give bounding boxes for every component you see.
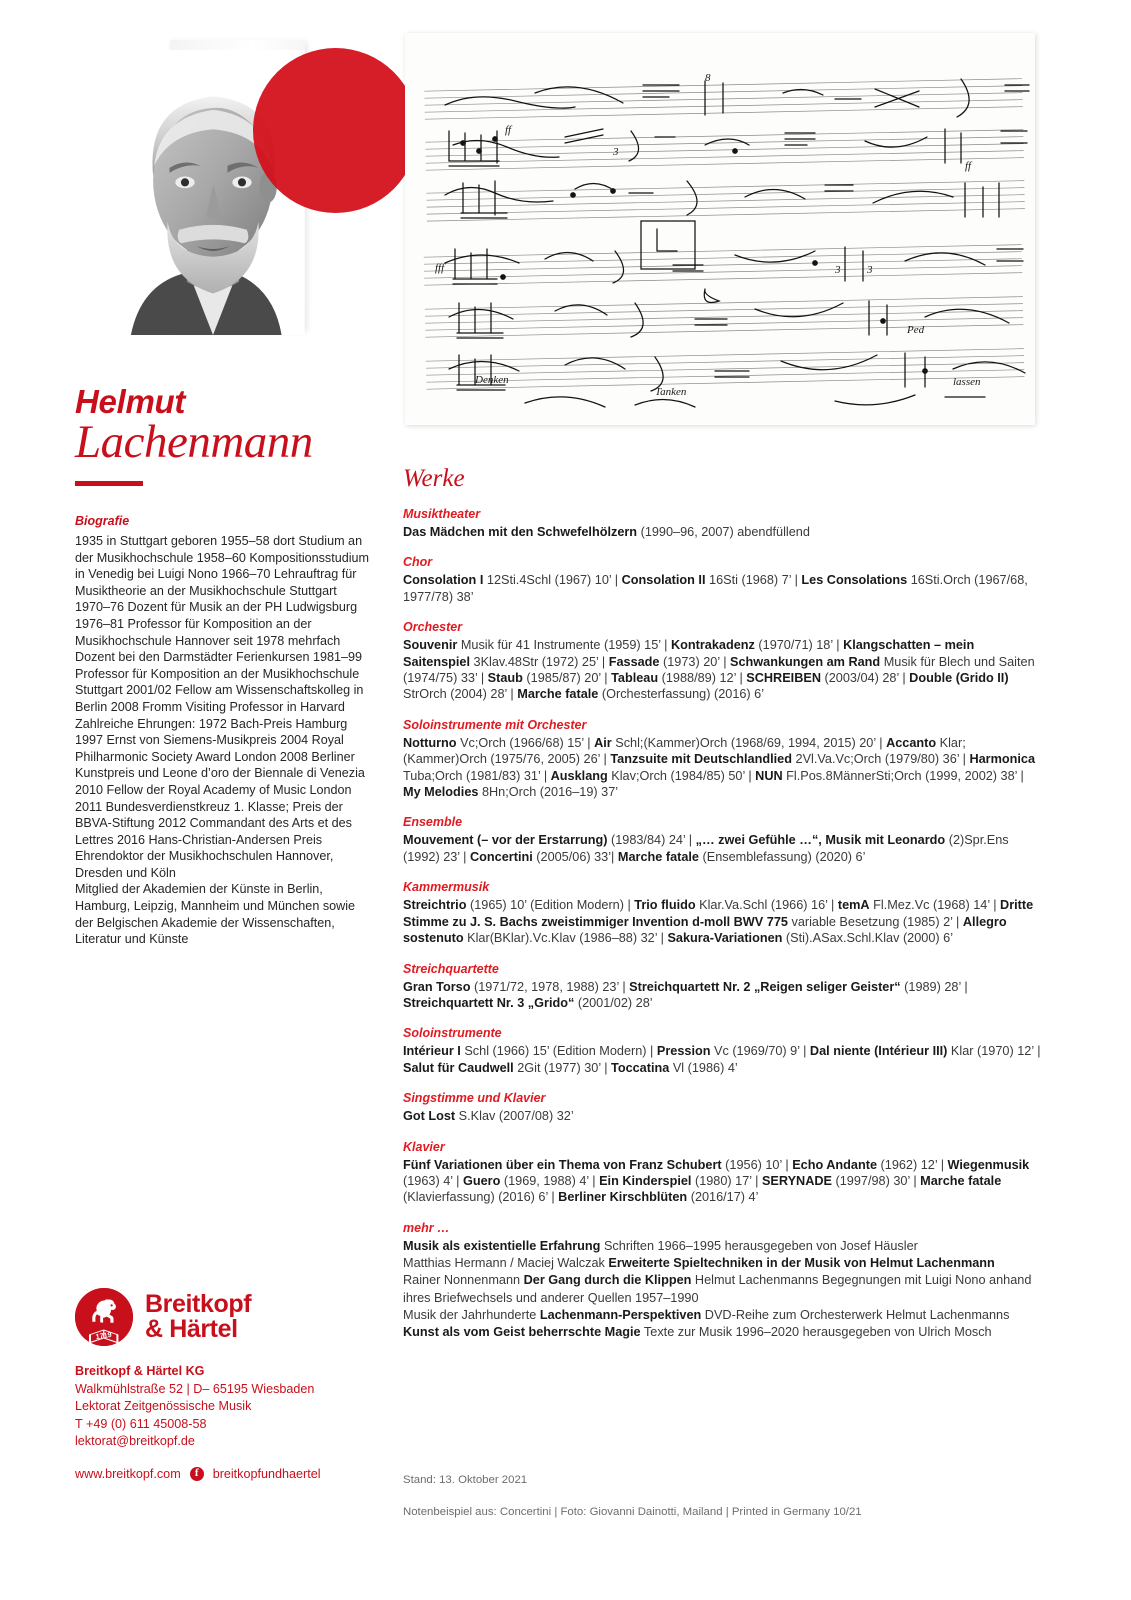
werke-sections [403,507,1043,1206]
publisher-department: Lektorat Zeitgenössische Musik [75,1399,252,1413]
stand-date: Stand: 13. Oktober 2021 [403,1474,528,1486]
svg-text:Denken: Denken [475,374,509,386]
publisher-website-link[interactable]: www.breitkopf.com [75,1466,181,1481]
svg-text:8: 8 [705,72,711,84]
publisher-links [75,1467,385,1481]
facebook-icon[interactable]: f [190,1467,204,1481]
werke-column [403,466,1043,1342]
publisher-phone: T +49 (0) 611 45008-58 [75,1416,207,1431]
werke-category-body: Fünf Variationen über ein Thema von Franz Schubert (1956) 10’ | Echo Andante (1962) 12’ | Wiegenmusik (1963) 4’ | Guero (1969, 1988) 4’ | Ein Kinderspiel (1980) 17’ | SERYNADE (1997/98) 30’ | Marche fatale (Klavierfassung) (2016) 6’ | Berliner Kirschblüten (2016/17) 4’ [403,1157,1030,1205]
mehr-entries [403,1238,1043,1342]
werke-category-body: Notturno Vc;Orch (1966/68) 15’ | Air Schl;(Kammer)Orch (1968/69, 1994, 2015) 20’ | Accanto Klar;(Kammer)Orch (1975/76, 2005) 26’ | Tanzsuite mit Deutschlandlied 2Vl.Va.Vc;Orch (1979/80) 36’ | Harmonica Tuba;Orch (1981/83) 31’ | Ausklang Klav;Orch (1984/85) 50’ | NUN Fl.Pos.8MännerSti;Orch (1999, 2002) 38’ | My Melodies 8Hn;Orch (2016–19) 37’ [403,735,1036,800]
publisher-email[interactable]: lektorat@breitkopf.de [75,1434,195,1448]
werke-category-heading: Orchester [403,620,463,635]
biografie-body [75,533,375,948]
imprint-line: Notenbeispiel aus: Concertini | Foto: Giovanni Dainotti, Mailand | Printed in Germany 10/21 [403,1506,862,1518]
werke-category-heading: Soloinstrumente mit Orchester [403,717,587,732]
mehr-heading: mehr … [403,1220,450,1235]
biografie-paragraph-4: Mitglied der Akademien der Künste in Berlin, Hamburg, Leipzig, Mannheim und München sowie der Belgischen Akademie der Wissenschaften, Literatur und Künste [75,882,356,947]
svg-text:3: 3 [867,264,873,276]
svg-text:ff: ff [505,124,512,136]
svg-text:Tanken: Tanken [655,386,687,398]
werke-category-body: Gran Torso (1971/72, 1978, 1988) 23’ | Streichquartett Nr. 2 „Reigen seliger Geister“ (1989) 28’ | Streichquartett Nr. 3 „Grido“ (2001/02) 28’ [403,979,968,1010]
publisher-company: Breitkopf & Härtel KG [75,1364,205,1378]
svg-text:fff: fff [435,262,445,274]
werke-category-body: Souvenir Musik für 41 Instrumente (1959) 15’ | Kontrakadenz (1970/71) 18’ | Klangschatten – mein Saitenspiel 3Klav.48Str (1972) 25’ | Fassade (1973) 20’ | Schwankungen am Rand Musik für Blech und Saiten (1974/75) 33’ | Staub (1985/87) 20’ | Tableau (1988/89) 12’ | SCHREIBEN (2003/04) 28’ | Double (Grido II) StrOrch (2004) 28’ | Marche fatale (Orchesterfassung) (2016) 6’ [403,638,1035,702]
left-column [75,385,375,948]
handwritten-score [405,33,1035,425]
werke-category-heading: Singstimme und Klavier [403,1091,546,1106]
publisher-logo-line2: & Härtel [145,1315,238,1343]
werke-category-heading: Musiktheater [403,507,481,521]
mehr-entry: Rainer Nonnenmann Der Gang durch die Klippen Helmut Lachenmanns Begegnungen mit Luigi Nono anhand ihres Briefwechsels und anderer Quellen 1957–1990 [403,1273,1032,1305]
werke-category-body: Got Lost S.Klav (2007/08) 32’ [403,1109,574,1124]
werke-category-body: Consolation I 12Sti.4Schl (1967) 10’ | Consolation II 16Sti (1968) 7’ | Les Consolations 16Sti.Orch (1967/68, 1977/78) 38’ [403,573,1028,604]
logo-year-text: 1719 [95,1329,113,1342]
mehr-entry: Matthias Hermann / Maciej Walczak Erweiterte Spieltechniken in der Musik von Helmut Lachenmann [403,1256,995,1271]
publisher-address [75,1363,385,1451]
werke-category-heading: Chor [403,555,433,570]
werke-category-body: Intérieur I Schl (1966) 15’ (Edition Modern) | Pression Vc (1969/70) 9’ | Dal niente (Intérieur III) Klar (1970) 12’ | Salut für Caudwell 2Git (1977) 30’ | Toccatina Vl (1986) 4’ [403,1044,1041,1075]
mehr-entry: Musik als existentielle Erfahrung Schriften 1966–1995 herausgegeben von Josef Häusler [403,1238,918,1253]
werke-category-body: Das Mädchen mit den Schwefelhölzern (1990–96, 2007) abendfüllend [403,525,810,539]
biografie-paragraph-1: 1935 in Stuttgart geboren 1955–58 dort Studium an der Musikhochschule 1958–60 Kompositionsstudium in Venedig bei Luigi Nono 1966–70 Lehrauftrag für Musiktheorie an der Musikhochschule Stuttgart 1970–76 Dozent für Musik an der PH Ludwigsburg 1976–81 Professor für Komposition an der Musikhochschule Hannover seit 1978 mehrfach Dozent bei den Darmstädter Ferienkursen 1981–99 Professor für Komposition an der Musikhochschule Stuttgart 2001/02 Fellow am Wissenschaftskolleg in Berlin 2008 Fromm Visiting Professor in Harvard [75,534,370,714]
werke-category-heading: Kammermusik [403,880,490,895]
mehr-entry: Musik der Jahrhunderte Lachenmann-Perspektiven DVD-Reihe zum Orchesterwerk Helmut Lachenmanns [403,1307,1010,1322]
werke-category-body: Mouvement (– vor der Erstarrung) (1983/84) 24’ | „… zwei Gefühle …“, Musik mit Leonardo (2)Spr.Ens (1992) 23’ | Concertini (2005/06) 33’| Marche fatale (Ensemblefassung) (2020) 6’ [403,833,1009,864]
mehr-entry: Kunst als vom Geist beherrschte Magie Texte zur Musik 1996–2020 herausgegeben von Ulrich Mosch [403,1325,992,1340]
svg-text:ff: ff [965,160,972,172]
publisher-logo [75,1288,385,1346]
svg-text:3: 3 [613,146,619,158]
red-circle-graphic [253,48,418,213]
svg-text:Ped: Ped [907,324,925,336]
werke-category-heading: Streichquartette [403,961,499,976]
biografie-heading: Biografie [75,514,130,528]
breitkopf-bear-logo-icon [75,1288,133,1346]
publisher-logo-line1: Breitkopf [145,1289,252,1318]
publisher-logo-wordmark [145,1289,252,1343]
publisher-block [75,1288,385,1481]
werke-category-heading: Ensemble [403,815,463,830]
biografie-paragraph-2: Zahlreiche Ehrungen: 1972 Bach-Preis Hamburg 1997 Ernst von Siemens-Musikpreis 2004 Royal Philharmonic Society Award London 2008 Berliner Kunstpreis und Leone d’oro der Biennale di Venezia 2010 Fellow der Royal Academy of Music London 2011 Bundesverdienstkreuz 1. Klasse; Preis der BBVA-Stiftung 2012 Commandant des Arts et des Lettres 2016 Hans-Christian-Andersen Preis [75,716,365,847]
svg-text:3: 3 [835,264,841,276]
composer-first-name: Helmut [75,383,186,420]
werke-category-body: Streichtrio (1965) 10’ (Edition Modern) | Trio fluido Klar.Va.Schl (1966) 16’ | temA Fl.Mez.Vc (1968) 14’ | Dritte Stimme zu J. S. Bachs zweistimmiger Invention d-moll BWV 775 variable Besetzung (1985) 2’ | Allegro sostenuto Klar(BKlar).Vc.Klav (1986–88) 32’ | Sakura-Variationen (Sti).ASax.Schl.Klav (2000) 6’ [403,898,1034,946]
werke-category-heading: Klavier [403,1139,445,1154]
manuscript-score-image [405,33,1035,425]
publisher-street: Walkmühlstraße 52 | D– 65195 Wiesbaden [75,1381,315,1396]
werke-category-heading: Soloinstrumente [403,1026,502,1041]
title-underline-rule [75,481,143,486]
publisher-facebook-handle[interactable]: breitkopfundhaertel [212,1466,321,1481]
biografie-paragraph-3: Ehrendoktor der Musikhochschulen Hannover, Dresden und Köln [75,849,334,880]
werke-title: Werke [403,465,465,492]
svg-text:lassen: lassen [953,376,981,388]
composer-last-name: Lachenmann [75,416,313,468]
